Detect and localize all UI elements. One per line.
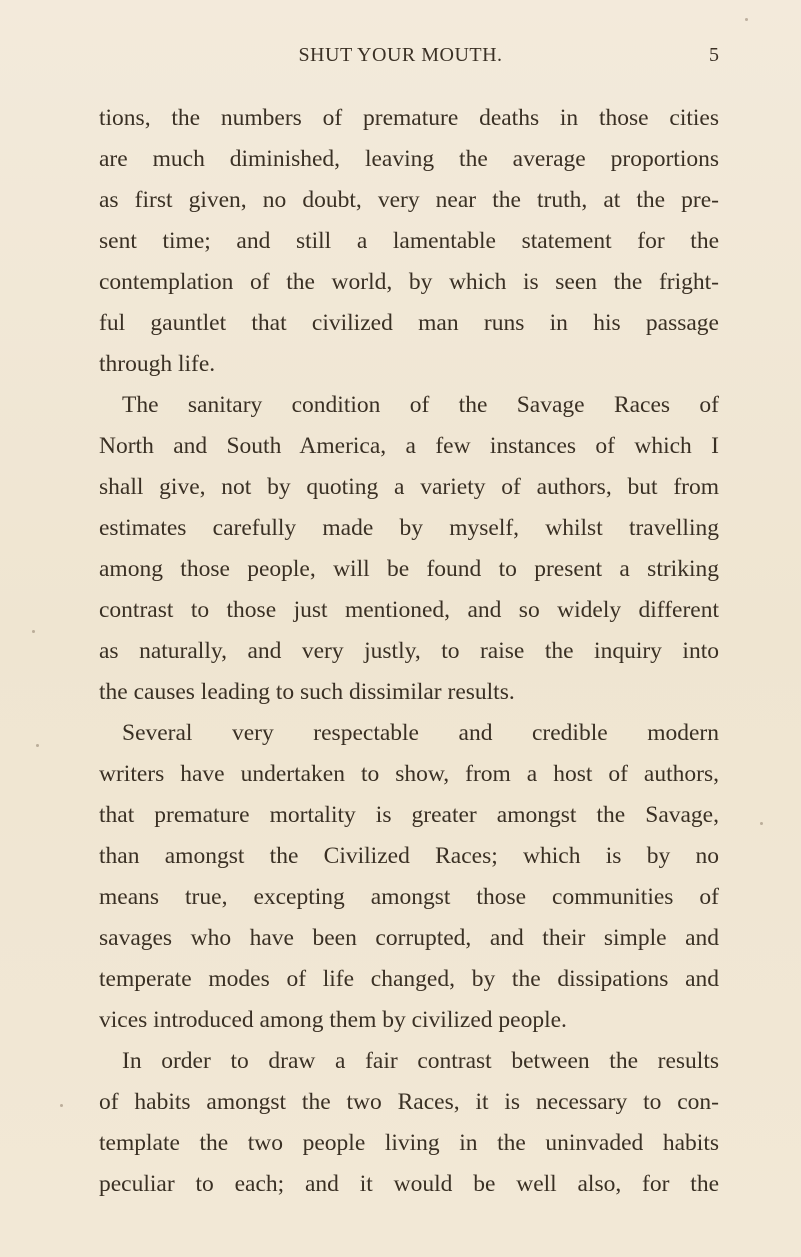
paper-speck [60, 1104, 63, 1107]
paper-speck [760, 822, 763, 825]
text-line: peculiar to each; and it would be well also, for the [99, 1171, 719, 1197]
text-line: Several very respectable and credible modern [122, 720, 719, 746]
text-line: as naturally, and very justly, to raise the inquiry into [99, 638, 719, 664]
text-line: than amongst the Civilized Races; which is by no [99, 843, 719, 869]
text-line: The sanitary condition of the Savage Races of [122, 392, 719, 418]
text-line: means true, excepting amongst those communities of [99, 884, 719, 910]
text-line: as first given, no doubt, very near the truth, at the pre- [99, 187, 719, 213]
paper-speck [32, 630, 35, 633]
text-line: contemplation of the world, by which is seen the fright- [99, 269, 719, 295]
text-line: vices introduced among them by civilized people. [99, 1007, 567, 1033]
text-line: template the two people living in the uninvaded habits [99, 1130, 719, 1156]
text-line: are much diminished, leaving the average proportions [99, 146, 719, 172]
paper-speck [745, 18, 748, 21]
text-line: estimates carefully made by myself, whilst travelling [99, 515, 719, 541]
text-line: savages who have been corrupted, and their simple and [99, 925, 719, 951]
running-head [0, 44, 801, 74]
text-line: sent time; and still a lamentable statement for the [99, 228, 719, 254]
text-line: that premature mortality is greater amongst the Savage, [99, 802, 719, 828]
text-line: ful gauntlet that civilized man runs in his passage [99, 310, 719, 336]
body-text [99, 98, 719, 1205]
text-line: writers have undertaken to show, from a host of authors, [99, 761, 719, 787]
paper-speck [36, 744, 39, 747]
text-line: contrast to those just mentioned, and so widely different [99, 597, 719, 623]
text-line: In order to draw a fair contrast between the results [122, 1048, 719, 1074]
text-line: among those people, will be found to present a striking [99, 556, 719, 582]
text-line: through life. [99, 351, 216, 377]
page-number: 5 [709, 44, 719, 66]
running-title: SHUT YOUR MOUTH. [298, 44, 503, 66]
text-line: shall give, not by quoting a variety of authors, but from [99, 474, 719, 500]
text-line: the causes leading to such dissimilar results. [99, 679, 515, 705]
text-line: of habits amongst the two Races, it is necessary to con- [99, 1089, 719, 1115]
text-line: temperate modes of life changed, by the dissipations and [99, 966, 719, 992]
text-line: tions, the numbers of premature deaths in those cities [99, 105, 719, 131]
text-line: North and South America, a few instances of which I [99, 433, 719, 459]
